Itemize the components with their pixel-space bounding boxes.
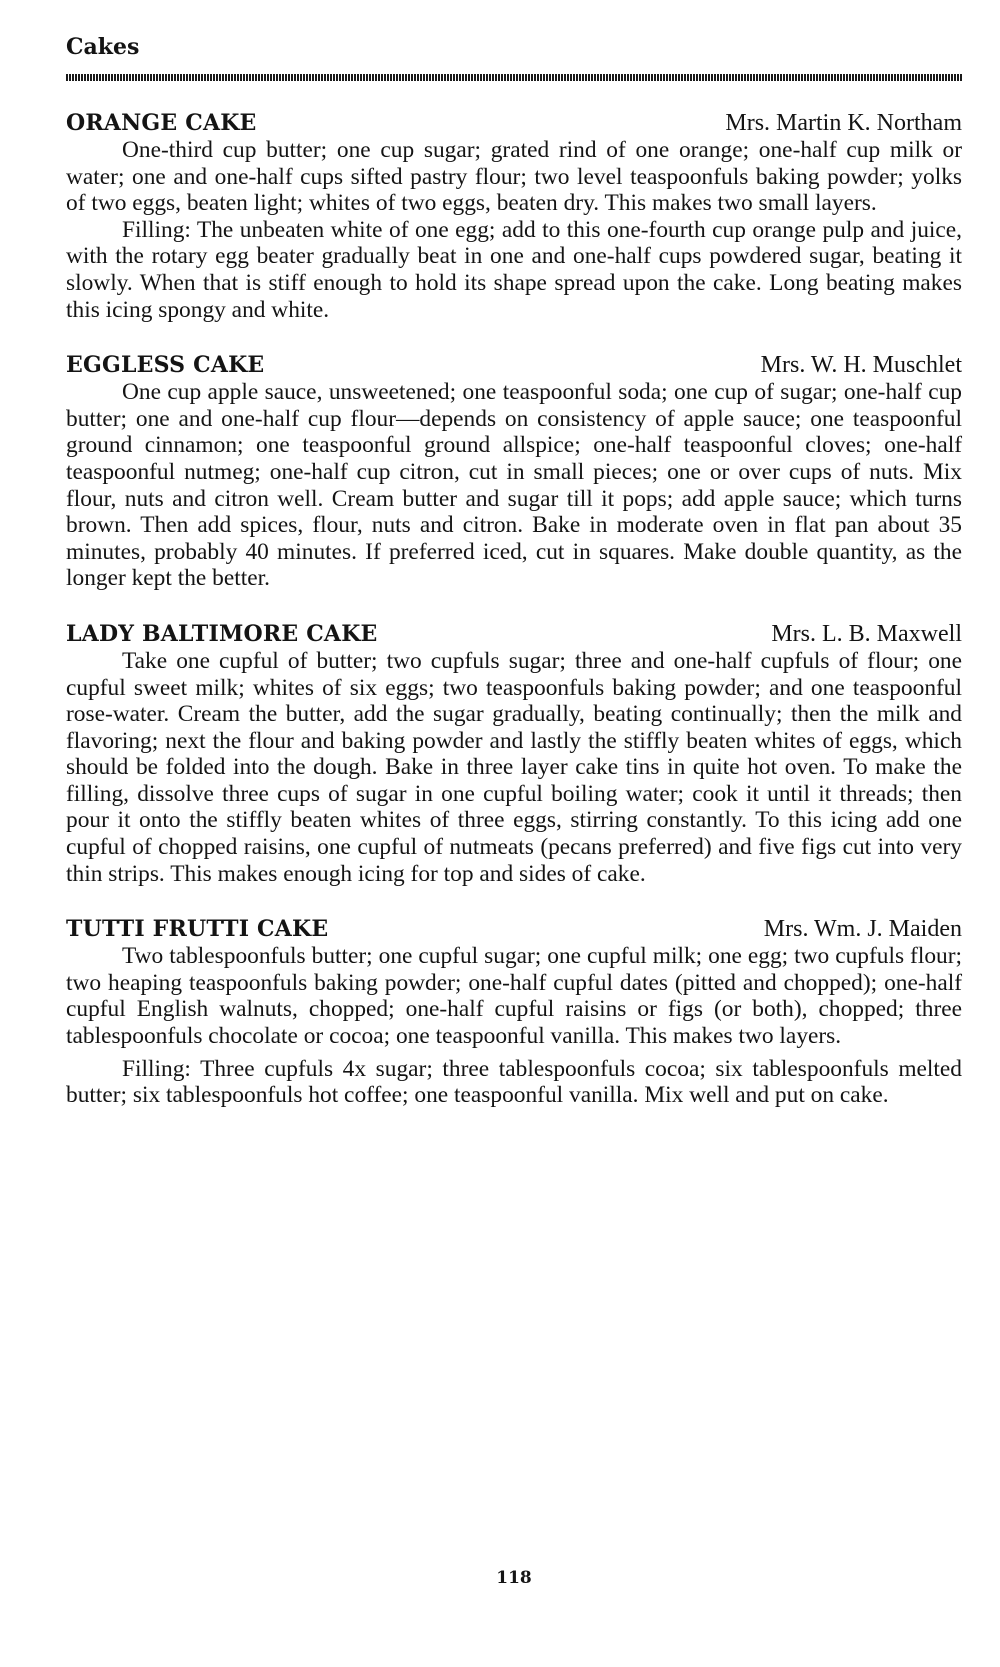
recipe-title: EGGLESS CAKE (66, 352, 265, 379)
recipe-header (66, 109, 962, 137)
recipe-header (66, 915, 962, 943)
recipe-lady-baltimore-cake (66, 620, 962, 887)
recipe-paragraph: Two tablespoonfuls butter; one cupful sugar; one cupful milk; one egg; two cupfuls flour; two heaping teaspoonfuls baking powder; one-half cupful dates (pitted and chopped); one-half cupful English walnuts, chopped; one-half cupful raisins or figs (or both), chopped; three tablespoonfuls chocolate or cocoa; one teaspoonful vanilla. This makes two layers. (66, 943, 962, 1050)
recipe-header (66, 351, 962, 379)
recipe-tutti-frutti-cake (66, 915, 962, 1109)
recipe-author: Mrs. W. H. Muschlet (760, 352, 962, 379)
page-number: 118 (496, 1568, 532, 1588)
recipe-eggless-cake (66, 351, 962, 592)
recipe-title: ORANGE CAKE (66, 110, 257, 136)
recipe-author: Mrs. Wm. J. Maiden (763, 916, 962, 943)
recipe-author: Mrs. L. B. Maxwell (771, 620, 962, 647)
book-page (66, 32, 962, 1588)
recipe-filling-paragraph: Filling: The unbeaten white of one egg; add to this one-fourth cup orange pulp and juice, with the rotary egg beater gradually beat in one and one-half cups powdered sugar, beating it slowly. When that is stiff enough to hold its shape spread upon the cake. Long beating makes this icing spongy and white. (66, 216, 962, 323)
header-rule (66, 74, 962, 81)
recipe-title: TUTTI FRUTTI CAKE (66, 916, 329, 943)
recipe-paragraph: One-third cup butter; one cup sugar; grated rind of one orange; one-half cup milk or water; one and one-half cups sifted pastry flour; two level teaspoonfuls baking powder; yolks of two eggs, beaten light; whites of two eggs, beaten dry. This makes two small layers. (66, 137, 962, 217)
recipe-filling-paragraph: Filling: Three cupfuls 4x sugar; three tablespoonfuls cocoa; six tablespoonfuls melted butter; six tablespoonfuls hot coffee; one teaspoonful vanilla. Mix well and put on cake. (66, 1055, 962, 1109)
recipe-paragraph: One cup apple sauce, unsweetened; one teaspoonful soda; one cup of sugar; one-half cup butter; one and one-half cup flour—depends on consistency of apple sauce; one teaspoonful ground cinnamon; one teaspoonful ground allspice; one-half teaspoonful cloves; one-half teaspoonful nutmeg; one-half cup citron, cut in small pieces; one or over cups of nuts. Mix flour, nuts and citron well. Cream butter and sugar till it pops; add apple sauce; which turns brown. Then add spices, flour, nuts and citron. Bake in moderate oven in flat pan about 35 minutes, probably 40 minutes. If preferred iced, cut in squares. Make double quantity, as the longer kept the better. (66, 379, 962, 592)
recipe-orange-cake (66, 109, 962, 323)
recipe-title: LADY BALTIMORE CAKE (66, 620, 378, 647)
section-title: Cakes (66, 34, 140, 60)
recipe-header (66, 620, 962, 648)
recipe-author: Mrs. Martin K. Northam (725, 110, 962, 136)
recipe-paragraph: Take one cupful of butter; two cupfuls sugar; three and one-half cupfuls of flour; one cupful sweet milk; whites of six eggs; two teaspoonfuls baking powder; and one teaspoonful rose-water. Cream the butter, add the sugar gradually, beating continually; then the milk and flavoring; next the flour and baking powder and lastly the stiffly beaten whites of eggs, which should be folded into the dough. Bake in three layer cake tins in quite hot oven. To make the filling, dissolve three cups of sugar in one cupful boiling water; cook it until it threads; then pour it onto the stiffly beaten whites of three eggs, stirring constantly. To this icing add one cupful of chopped raisins, one cupful of nutmeats (pecans preferred) and five figs cut into very thin strips. This makes enough icing for top and sides of cake. (66, 647, 962, 887)
